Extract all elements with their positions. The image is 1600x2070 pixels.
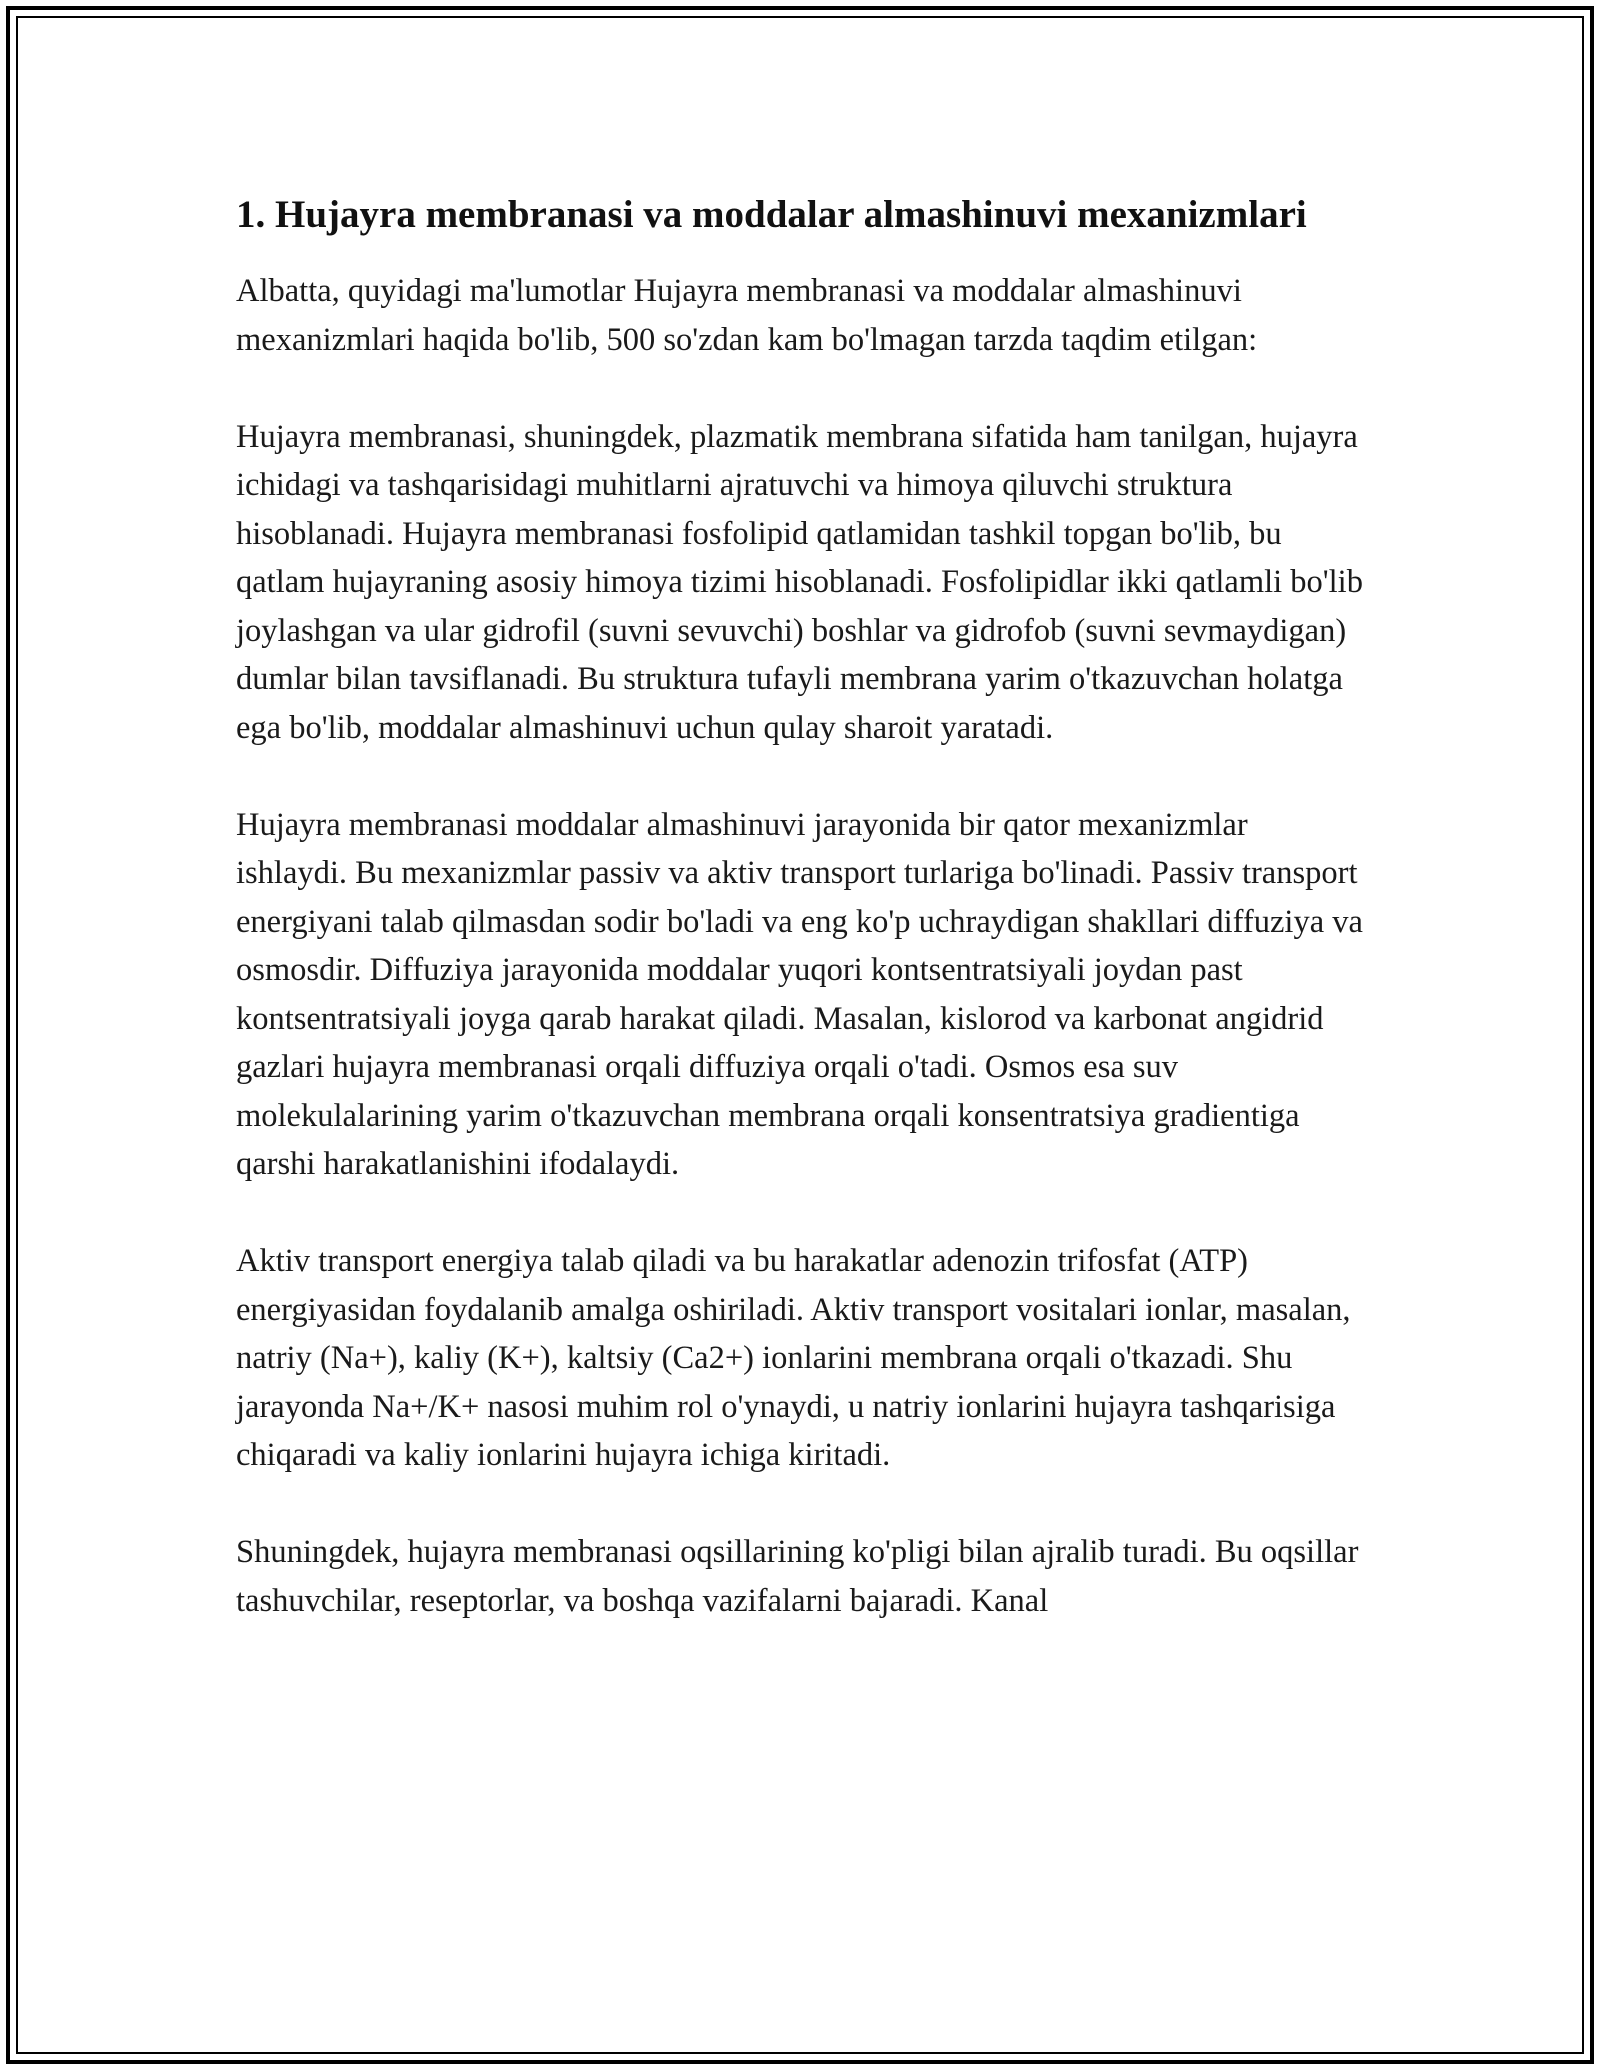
document-page [236,188,1366,1674]
paragraph-intro: Albatta, quyidagi ma'lumotlar Hujayra membranasi va moddalar almashinuvi mexanizmlari haqida bo'lib, 500 so'zdan kam bo'lmagan tarzda taqdim etilgan: [236,273,1258,358]
paragraph-passive-transport: Hujayra membranasi moddalar almashinuvi jarayonida bir qator mexanizmlar ishlaydi. Bu mexanizmlar passiv va aktiv transport turlariga bo'linadi. Passiv transport energiyani talab qilmasdan sodir bo'ladi va eng ko'p uchraydigan shakllari diffuziya va osmosdir. Diffuziya jarayonida moddalar yuqori kontsentratsiyali joydan past kontsentratsiyali joyga qarab harakat qiladi. Masalan, kislorod va karbonat angidrid gazlari hujayra membranasi orqali diffuziya orqali o'tadi. Osmos esa suv molekulalarining yarim o'tkazuvchan membrana orqali konsentratsiya gradientiga qarshi harakatlanishini ifodalaydi. [236,806,1363,1182]
paragraph-active-transport: Aktiv transport energiya talab qiladi va bu harakatlar adenozin trifosfat (ATP) energiyasidan foydalanib amalga oshiriladi. Aktiv transport vositalari ionlar, masalan, natriy (Na+), kaliy (K+), kaltsiy (Ca2+) ionlarini membrana orqali o'tkazadi. Shu jarayonda Na+/K+ nasosi muhim rol o'ynaydi, u natriy ionlarini hujayra tashqarisiga chiqaradi va kaliy ionlarini hujayra ichiga kiritadi. [236,1243,1351,1473]
paragraph-membrane-proteins: Shuningdek, hujayra membranasi oqsillarining ko'pligi bilan ajralib turadi. Bu oqsillar tashuvchilar, reseptorlar, va boshqa vazifalarni bajaradi. Kanal [236,1534,1359,1619]
paragraph-membrane-structure: Hujayra membranasi, shuningdek, plazmatik membrana sifatida ham tanilgan, hujayra ichidagi va tashqarisidagi muhitlarni ajratuvchi va himoya qiluvchi struktura hisoblanadi. Hujayra membranasi fosfolipid qatlamidan tashkil topgan bo'lib, bu qatlam hujayraning asosiy himoya tizimi hisoblanadi. Fosfolipidlar ikki qatlamli bo'lib joylashgan va ular gidrofil (suvni sevuvchi) boshlar va gidrofob (suvni sevmaydigan) dumlar bilan tavsiflanadi. Bu struktura tufayli membrana yarim o'tkazuvchan holatga ega bo'lib, moddalar almashinuvi uchun qulay sharoit yaratadi. [236,418,1363,746]
document-title: 1. Hujayra membranasi va moddalar almashinuvi mexanizmlari [236,193,1307,236]
